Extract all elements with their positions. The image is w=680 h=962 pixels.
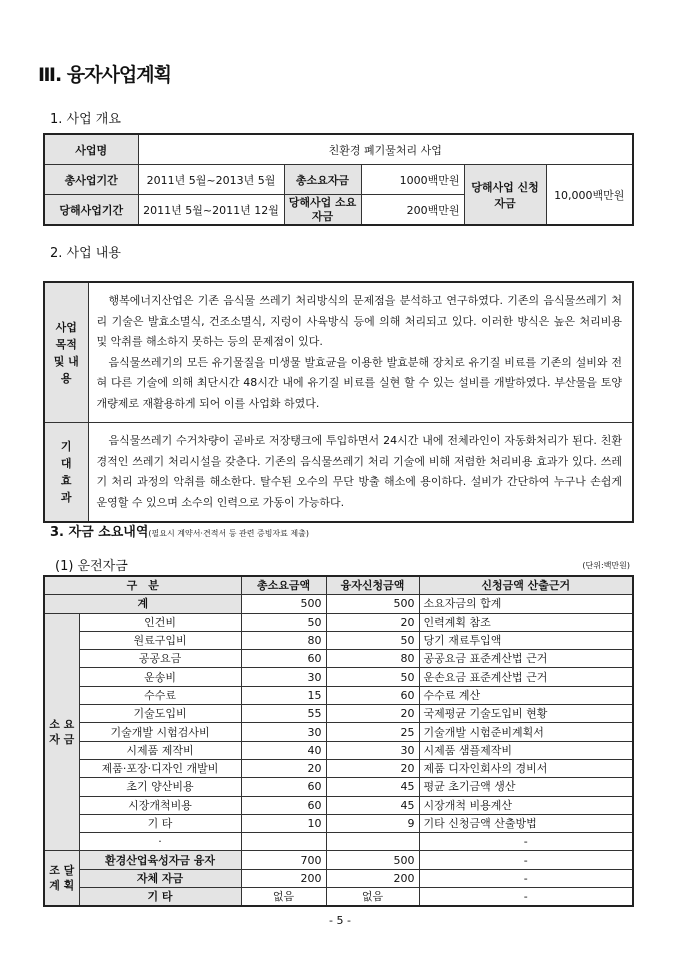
total-amount: 20 (241, 759, 326, 777)
basis: 시제품 샘플제작비 (419, 741, 633, 759)
total-amount: 500 (241, 595, 326, 613)
item-label: 수수료 (79, 686, 241, 704)
item-label: 기술개발 시험검사비 (79, 723, 241, 741)
label-name: 사업명 (44, 134, 138, 165)
basis: - (419, 851, 633, 869)
header-basis: 신청금액 산출근거 (419, 576, 633, 595)
basis: 수수료 계산 (419, 686, 633, 704)
table-row (44, 814, 633, 832)
basis: 기타 신청금액 산출방법 (419, 814, 633, 832)
value-current-fund: 200백만원 (361, 195, 464, 226)
content-table (43, 281, 634, 523)
funding-group-label: 조 달 계 획 (44, 851, 79, 906)
total-label: 계 (44, 595, 241, 613)
page-title: Ⅲ. 융자사업계획 (38, 64, 171, 86)
basis: 운손요금 표준계산법 근거 (419, 668, 633, 686)
apply-amount (326, 833, 419, 851)
page-number: - 5 - (329, 914, 351, 927)
overview-table (43, 133, 634, 226)
total-amount: 없음 (241, 888, 326, 907)
header-category: 구 분 (44, 576, 241, 595)
item-label: 기 타 (79, 814, 241, 832)
basis: - (419, 888, 633, 907)
value-total-fund: 1000백만원 (361, 165, 464, 195)
table-row (44, 833, 633, 851)
apply-amount: 20 (326, 705, 419, 723)
total-amount: 30 (241, 668, 326, 686)
table-row (44, 759, 633, 777)
table-row (44, 796, 633, 814)
table-row (44, 723, 633, 741)
basis: 평균 초기금액 생산 (419, 778, 633, 796)
item-label: 기 타 (79, 888, 241, 907)
apply-amount: 60 (326, 686, 419, 704)
basis: 국제평균 기술도입비 현황 (419, 705, 633, 723)
item-label: 제품·포장·디자인 개발비 (79, 759, 241, 777)
apply-amount: 20 (326, 759, 419, 777)
subsection-heading: (1) 운전자금 (55, 559, 128, 574)
label-current-period: 당해사업기간 (44, 195, 138, 226)
total-amount: 30 (241, 723, 326, 741)
total-amount (241, 833, 326, 851)
effect-text (88, 423, 633, 523)
basis: 시장개척 비용계산 (419, 796, 633, 814)
apply-amount: 25 (326, 723, 419, 741)
label-apply-fund: 당해사업 신청자금 (464, 165, 546, 226)
apply-amount: 없음 (326, 888, 419, 907)
label-current-fund: 당해사업 소요자금 (284, 195, 361, 226)
label-total-period: 총사업기간 (44, 165, 138, 195)
apply-amount: 500 (326, 595, 419, 613)
apply-amount: 50 (326, 631, 419, 649)
table-row (44, 869, 633, 887)
total-row (44, 595, 633, 613)
purpose-paragraph: 행복에너지산업은 기존 음식물 쓰레기 처리방식의 문제점을 분석하고 연구하였다. 기존의 음식물쓰레기 처리 기술은 발효소멸식, 건조소멸식, 지렁이 사육방식 등에 의해 처리되고 있다. 이러한 방식은 높은 처리비용 및 악취를 해소하지 못하는 등의 문제점이 있다. (96, 294, 622, 348)
section3-note: (필요시 계약서·견적서 등 관련 증빙자료 제출) (148, 529, 309, 538)
basis: 당기 재료투입액 (419, 631, 633, 649)
total-amount: 55 (241, 705, 326, 723)
label-total-fund: 총소요자금 (284, 165, 361, 195)
item-label: 인건비 (79, 613, 241, 631)
item-label: 환경산업육성자금 융자 (79, 851, 241, 869)
item-label: 공공요금 (79, 650, 241, 668)
table-row (44, 741, 633, 759)
value-apply-fund: 10,000백만원 (546, 165, 633, 226)
total-amount: 15 (241, 686, 326, 704)
item-label: 초기 양산비용 (79, 778, 241, 796)
apply-amount: 20 (326, 613, 419, 631)
section3-title: 3. 자금 소요내역 (50, 525, 149, 540)
item-label: 원료구입비 (79, 631, 241, 649)
total-amount: 200 (241, 869, 326, 887)
total-amount: 60 (241, 796, 326, 814)
purpose-label: 사업 목적 및 내용 (44, 282, 88, 423)
basis: 기술개발 시험준비계획서 (419, 723, 633, 741)
table-row (44, 851, 633, 869)
basis: - (419, 833, 633, 851)
basis: 공공요금 표준계산법 근거 (419, 650, 633, 668)
total-amount: 80 (241, 631, 326, 649)
table-row (44, 705, 633, 723)
apply-amount: 9 (326, 814, 419, 832)
total-amount: 60 (241, 650, 326, 668)
header-total: 총소요금액 (241, 576, 326, 595)
total-amount: 10 (241, 814, 326, 832)
unit-label: (단위:백만원) (582, 561, 630, 570)
table-row (44, 778, 633, 796)
table-row (44, 888, 633, 907)
basis: 소요자금의 합계 (419, 595, 633, 613)
item-label: 운송비 (79, 668, 241, 686)
section2-heading: 2. 사업 내용 (50, 246, 121, 261)
item-label: 기술도입비 (79, 705, 241, 723)
value-name: 친환경 폐기물처리 사업 (138, 134, 633, 165)
basis: 제품 디자인회사의 경비서 (419, 759, 633, 777)
total-amount: 50 (241, 613, 326, 631)
apply-amount: 45 (326, 778, 419, 796)
item-label: 자체 자금 (79, 869, 241, 887)
basis: - (419, 869, 633, 887)
header-apply: 융자신청금액 (326, 576, 419, 595)
effect-label: 기 대 효 과 (44, 423, 88, 523)
section3-heading (50, 521, 309, 540)
total-amount: 700 (241, 851, 326, 869)
value-current-period: 2011년 5월~2011년 12월 (138, 195, 284, 226)
purpose-text (88, 282, 633, 423)
table-row (44, 631, 633, 649)
funding-table (43, 575, 634, 907)
table-row (44, 613, 633, 631)
value-total-period: 2011년 5월~2013년 5월 (138, 165, 284, 195)
item-label: · (79, 833, 241, 851)
apply-amount: 500 (326, 851, 419, 869)
table-row (44, 668, 633, 686)
purpose-paragraph: 음식물쓰레기의 모든 유기물질을 미생물 발효균을 이용한 발효분해 장치로 유기질 비료를 기존의 설비와 전혀 다른 기술에 의해 최단시간 48시간 내에 유기질 비료를 실현 할 수 있는 설비를 개발하였다. 부산물을 토양개량제로 재활용하게 되어 이를 사업화 하였다. (96, 355, 622, 410)
apply-amount: 80 (326, 650, 419, 668)
apply-amount: 45 (326, 796, 419, 814)
required-group-label: 소 요 자 금 (44, 613, 79, 851)
basis: 인력계획 참조 (419, 613, 633, 631)
effect-paragraph: 음식물쓰레기 수거차량이 곧바로 저장탱크에 투입하면서 24시간 내에 전체라인이 자동화처리가 된다. 친환경적인 쓰레기 처리시설을 갖춘다. 기존의 음식물쓰레기 처리 기술에 비해 저렴한 처리비용 효과가 있다. 쓰레기 처리 과정의 악취를 해소한다. 탈수된 오수의 무단 방출 해소에 용이하다. 설비가 간단하여 누구나 손쉽게 운영할 수 있으며 소수의 인력으로 가동이 가능하다. (96, 434, 622, 509)
section1-heading: 1. 사업 개요 (50, 112, 121, 127)
apply-amount: 200 (326, 869, 419, 887)
table-row (44, 650, 633, 668)
apply-amount: 30 (326, 741, 419, 759)
total-amount: 40 (241, 741, 326, 759)
item-label: 시장개척비용 (79, 796, 241, 814)
item-label: 시제품 제작비 (79, 741, 241, 759)
total-amount: 60 (241, 778, 326, 796)
apply-amount: 50 (326, 668, 419, 686)
table-row (44, 686, 633, 704)
